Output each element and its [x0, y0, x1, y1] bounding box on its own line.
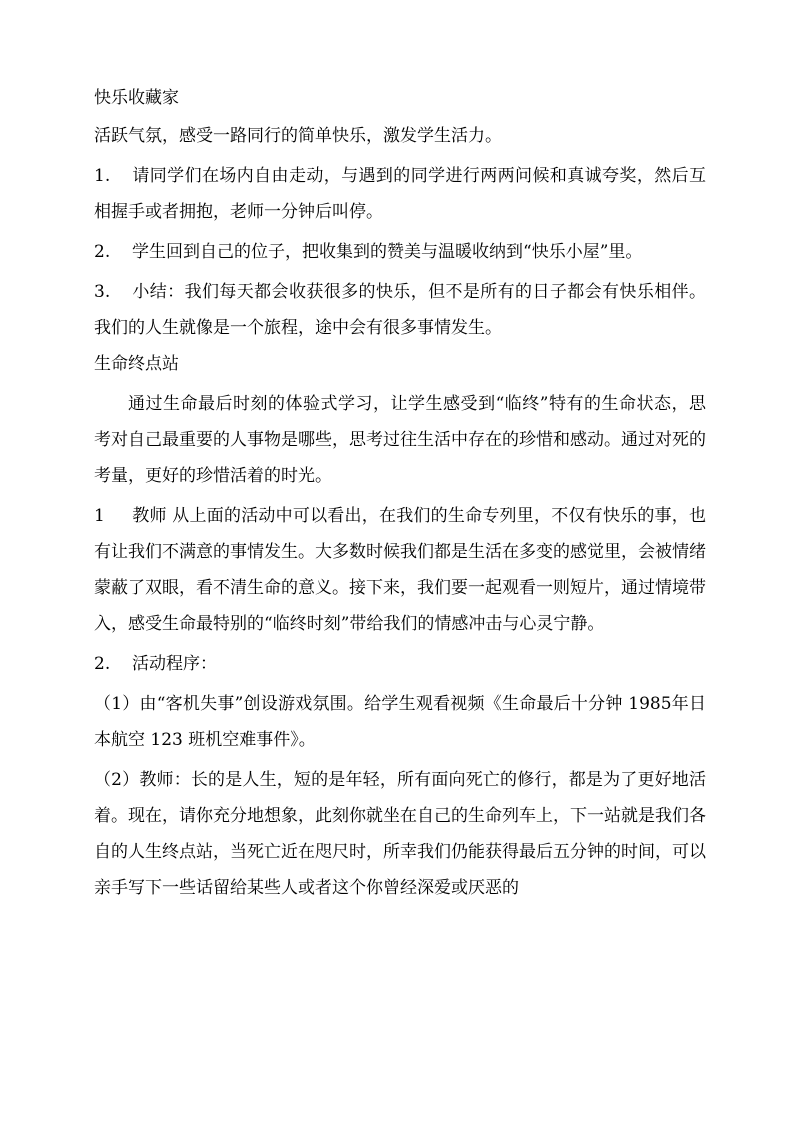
list-text: 学生回到自己的位子，把收集到的赞美与温暖收纳到“快乐小屋”里。	[132, 242, 643, 262]
list-number: 2.	[94, 242, 111, 262]
section-intro: 活跃气氛，感受一路同行的简单快乐，激发学生活力。	[94, 126, 502, 146]
list-number: 1.	[94, 166, 111, 186]
list-item	[94, 158, 706, 230]
list-number: 2.	[94, 654, 111, 674]
list-number: 3.	[94, 282, 111, 302]
list-number: 1	[94, 506, 105, 526]
list-item	[94, 646, 706, 682]
list-text: 教师 从上面的活动中可以看出，在我们的生命专列里，不仅有快乐的事，也有让我们不满意的事情发生。大多数时候我们都是生活在多变的感觉里，会被情绪蒙蔽了双眼，看不清生命的意义。接下来，我们要一起观看一则短片，通过情境带入，感受生命最特别的“临终时刻”带给我们的情感冲击与心灵宁静。	[94, 506, 706, 634]
list-text: 小结：我们每天都会收获很多的快乐，但不是所有的日子都会有快乐相伴。我们的人生就像是一个旅程，途中会有很多事情发生。	[94, 282, 706, 338]
section-title-happy-collector: 快乐收藏家	[94, 88, 179, 108]
sub-item: （1）由“客机失事”创设游戏氛围。给学生观看视频《生命最后十分钟 1985年日本航空 123 班机空难事件》。	[94, 694, 706, 750]
list-text: 活动程序：	[132, 654, 217, 674]
section-intro: 通过生命最后时刻的体验式学习，让学生感受到“临终”特有的生命状态，思考对自己最重要的人事物是哪些，思考过往生活中存在的珍惜和感动。通过对死的考量，更好的珍惜活着的时光。	[94, 394, 706, 486]
list-item	[94, 234, 706, 270]
list-item	[94, 274, 706, 346]
list-text: 请同学们在场内自由走动，与遇到的同学进行两两问候和真诚夸奖，然后互相握手或者拥抱，老师一分钟后叫停。	[94, 166, 706, 222]
list-item	[94, 498, 706, 642]
document-page	[94, 80, 706, 906]
section-title-life-terminal: 生命终点站	[94, 354, 179, 374]
sub-item: （2）教师：长的是人生，短的是年轻，所有面向死亡的修行，都是为了更好地活着。现在，请你充分地想象，此刻你就坐在自己的生命列车上，下一站就是我们各自的人生终点站，当死亡近在咫尺时，所幸我们仍能获得最后五分钟的时间，可以亲手写下一些话留给某些人或者这个你曾经深爱或厌恶的	[94, 770, 706, 898]
